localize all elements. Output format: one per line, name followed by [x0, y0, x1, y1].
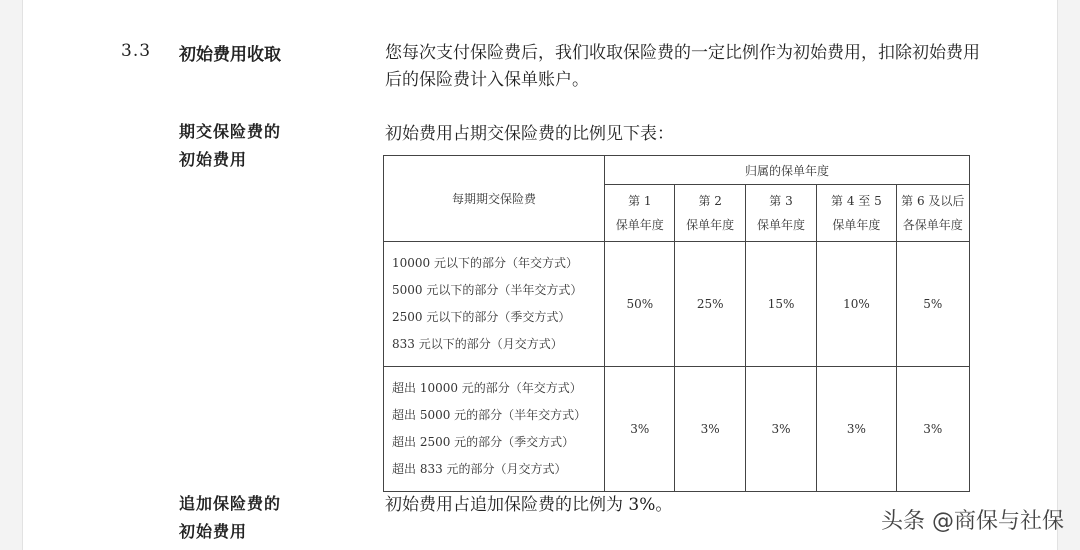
rate-cell: 50% — [605, 242, 675, 367]
fee-rate-table — [383, 155, 970, 492]
table-row — [384, 367, 970, 492]
column-header — [675, 185, 745, 242]
section-body: 您每次支付保险费后，我们收取保险费的一定比例作为初始费用，扣除初始费用后的保险费计入保单账户。 — [385, 43, 980, 90]
rate-cell: 15% — [745, 242, 816, 367]
additional-intro: 初始费用占追加保险费的比例为 3%。 — [385, 495, 673, 515]
row-header-cell: 每期期交保险费 — [384, 156, 605, 242]
row-label-cell — [384, 367, 605, 492]
column-header-line2: 保单年度 — [832, 218, 881, 232]
rate-cell: 5% — [896, 242, 969, 367]
document-page — [22, 0, 1058, 550]
group-header-cell: 归属的保单年度 — [605, 156, 970, 185]
column-header — [605, 185, 675, 242]
row-label-line: 超出 2500 元的部分（季交方式） — [392, 435, 575, 449]
column-header-line1: 第 1 — [628, 194, 652, 208]
heading-line: 初始费用 — [179, 150, 248, 169]
row-label-line: 833 元以下的部分（月交方式） — [392, 337, 563, 351]
rate-cell: 3% — [896, 367, 969, 492]
row-label-line: 2500 元以下的部分（季交方式） — [392, 310, 571, 324]
column-header — [745, 185, 816, 242]
periodic-premium-heading — [179, 118, 281, 174]
column-header-line1: 第 3 — [769, 194, 793, 208]
row-label-line: 超出 5000 元的部分（半年交方式） — [392, 408, 587, 422]
column-header-line1: 第 2 — [698, 194, 722, 208]
heading-line: 初始费用 — [179, 522, 248, 541]
watermark: 头条 @商保与社保 — [881, 509, 1064, 534]
column-header — [896, 185, 969, 242]
additional-premium-heading — [179, 490, 281, 546]
heading-line: 期交保险费的 — [179, 122, 282, 141]
row-label-cell — [384, 242, 605, 367]
column-header-line2: 保单年度 — [686, 218, 735, 232]
heading-line: 追加保险费的 — [179, 494, 282, 513]
periodic-intro: 初始费用占期交保险费的比例见下表： — [385, 124, 674, 144]
rate-cell: 3% — [817, 367, 896, 492]
rate-cell: 25% — [675, 242, 745, 367]
row-label-line: 10000 元以下的部分（年交方式） — [392, 256, 578, 270]
table-row — [384, 242, 970, 367]
rate-cell: 10% — [817, 242, 896, 367]
column-header-line2: 各保单年度 — [902, 218, 963, 232]
rate-cell: 3% — [745, 367, 816, 492]
section-number: 3.3 — [121, 41, 152, 61]
section-title: 初始费用收取 — [179, 45, 281, 65]
row-label-line: 超出 10000 元的部分（年交方式） — [392, 381, 582, 395]
row-label-line: 超出 833 元的部分（月交方式） — [392, 462, 567, 476]
rate-cell: 3% — [605, 367, 675, 492]
column-header — [817, 185, 896, 242]
column-header-line2: 保单年度 — [615, 218, 664, 232]
column-header-line2: 保单年度 — [757, 218, 806, 232]
column-header-line1: 第 4 至 5 — [831, 194, 882, 208]
row-label-line: 5000 元以下的部分（半年交方式） — [392, 283, 583, 297]
rate-cell: 3% — [675, 367, 745, 492]
column-header-line1: 第 6 及以后 — [901, 194, 965, 208]
